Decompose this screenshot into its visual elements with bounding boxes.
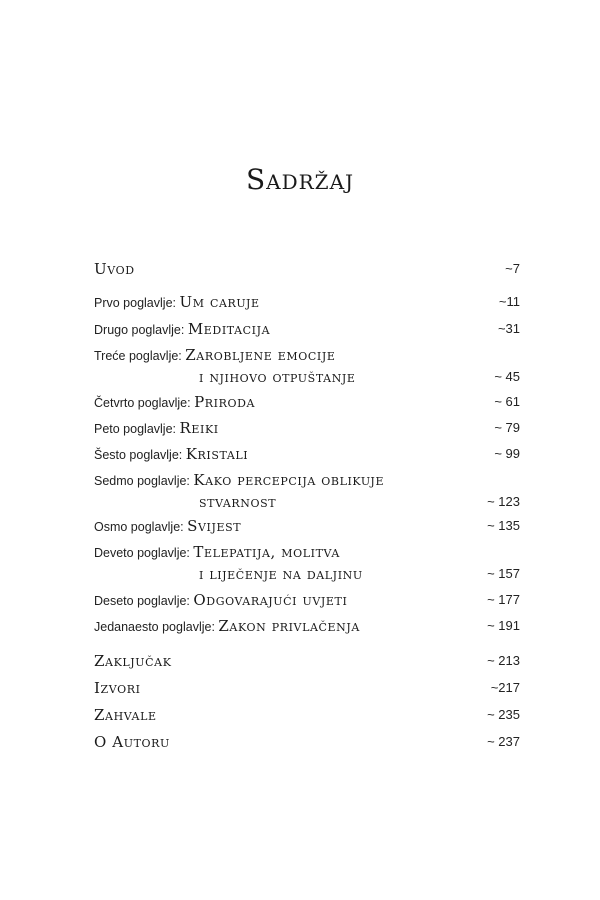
toc-entry-chapter-5[interactable]: [94, 417, 520, 439]
toc-entry-conclusion[interactable]: [94, 650, 520, 672]
toc-entry-label: Zaključak: [94, 652, 172, 670]
chapter-title: Zarobljene emocije: [185, 346, 336, 364]
toc-entry-sources[interactable]: [94, 677, 520, 699]
chapter-title: Kako percepcija oblikuje: [193, 471, 385, 489]
toc-entry-chapter-2[interactable]: [94, 318, 520, 340]
toc-entry-chapter-3[interactable]: [94, 344, 520, 388]
toc-entry-chapter-6[interactable]: [94, 443, 520, 465]
toc-entry-chapter-7[interactable]: [94, 469, 520, 513]
chapter-prefix: Treće poglavlje:: [94, 349, 186, 363]
chapter-prefix: Osmo poglavlje:: [94, 520, 188, 534]
chapter-title: Um caruje: [179, 293, 260, 311]
page-number: ~7: [505, 261, 520, 276]
chapter-title: Svijest: [187, 517, 242, 535]
page-number: ~11: [498, 294, 520, 309]
chapter-title-continued: i njihovo otpuštanje: [199, 368, 356, 386]
page-number: ~ 61: [494, 394, 520, 409]
chapter-title: Reiki: [179, 419, 219, 437]
toc-entry-chapter-9[interactable]: [94, 541, 520, 585]
page-title: Sadržaj: [245, 163, 355, 196]
chapter-prefix: Peto poglavlje:: [94, 422, 180, 436]
toc-entry-chapter-8[interactable]: [94, 515, 520, 537]
toc-entry-chapter-11[interactable]: [94, 615, 520, 637]
chapter-prefix: Deveto poglavlje:: [94, 546, 194, 560]
chapter-title: Meditacija: [187, 320, 271, 338]
toc-entry-chapter-4[interactable]: [94, 391, 520, 413]
chapter-title-continued: stvarnost: [199, 493, 277, 511]
page-number: ~ 123: [487, 494, 520, 509]
chapter-title: Zakon privlačenja: [218, 617, 360, 635]
page-number: ~ 135: [487, 518, 520, 533]
toc-entry-chapter-1[interactable]: [94, 291, 520, 313]
toc-entry-acknowledgements[interactable]: [94, 704, 520, 726]
page-number: ~ 191: [487, 618, 520, 633]
toc-entry-label: Uvod: [94, 260, 135, 278]
toc-entry-label: Zahvale: [94, 706, 157, 724]
chapter-prefix: Deseto poglavlje:: [94, 594, 194, 608]
toc-entry-about-author[interactable]: [94, 731, 520, 753]
page-number: ~ 213: [487, 653, 520, 668]
chapter-prefix: Jedanaesto poglavlje:: [94, 620, 219, 634]
toc-entry-intro[interactable]: [94, 258, 520, 280]
chapter-prefix: Šesto poglavlje:: [94, 448, 186, 462]
page-number: ~ 157: [487, 566, 520, 581]
toc-entry-chapter-10[interactable]: [94, 589, 520, 611]
chapter-prefix: Četvrto poglavlje:: [94, 396, 195, 410]
chapter-title: Priroda: [194, 393, 256, 411]
chapter-prefix: Drugo poglavlje:: [94, 323, 188, 337]
toc-entry-label: O Autoru: [94, 733, 170, 751]
page-number: ~ 79: [494, 420, 520, 435]
page-number: ~ 45: [494, 369, 520, 384]
chapter-title: Kristali: [185, 445, 249, 463]
page-number: ~ 235: [487, 707, 520, 722]
page-number: ~ 99: [494, 446, 520, 461]
chapter-title: Odgovarajući uvjeti: [193, 591, 348, 609]
page-number: ~217: [490, 680, 520, 695]
chapter-prefix: Sedmo poglavlje:: [94, 474, 194, 488]
table-of-contents: [94, 0, 520, 900]
page-number: ~ 177: [487, 592, 520, 607]
chapter-title: Telepatija, molitva: [193, 543, 340, 561]
page-number: ~ 237: [487, 734, 520, 749]
page-number: ~31: [497, 321, 520, 336]
toc-entry-label: Izvori: [94, 679, 141, 697]
chapter-title-continued: i liječenje na daljinu: [199, 565, 363, 583]
chapter-prefix: Prvo poglavlje:: [94, 296, 180, 310]
